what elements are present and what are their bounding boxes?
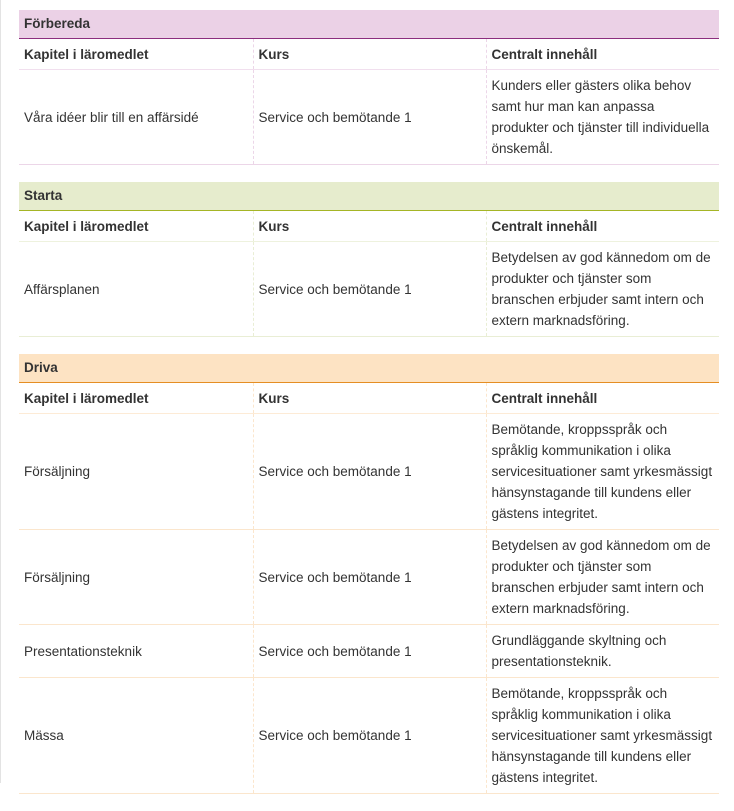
table-row: [19, 625, 719, 678]
course-cell: Service och bemötande 1: [253, 678, 486, 794]
table-header-row: [19, 383, 719, 414]
content-cell: Bemötande, kroppsspråk och språklig kommunikation i olika servicesituationer samt yrkesmässigt hänsynstagande till kundens eller gästens integritet.: [486, 414, 719, 530]
column-header-content: Centralt innehåll: [486, 383, 719, 414]
column-header-content: Centralt innehåll: [486, 211, 719, 242]
course-cell: Service och bemötande 1: [253, 530, 486, 625]
column-header-course: Kurs: [253, 383, 486, 414]
content-cell: Grundläggande skyltning och presentationsteknik.: [486, 625, 719, 678]
section-table: [19, 39, 719, 165]
content-cell: Betydelsen av god kännedom om de produkter och tjänster som branschen erbjuder samt intern och extern marknadsföring.: [486, 530, 719, 625]
section-starta: [19, 182, 719, 337]
section-title: Förbereda: [19, 10, 719, 39]
content-cell: Bemötande, kroppsspråk och språklig kommunikation i olika servicesituationer samt yrkesmässigt hänsynstagande till kundens eller gästens integritet.: [486, 678, 719, 794]
course-cell: Service och bemötande 1: [253, 242, 486, 337]
content-cell: Kunders eller gästers olika behov samt hur man kan anpassa produkter och tjänster till individuella önskemål.: [486, 70, 719, 165]
course-cell: Service och bemötande 1: [253, 70, 486, 165]
section-forbereda: [19, 10, 719, 165]
section-title: Driva: [19, 354, 719, 383]
column-header-course: Kurs: [253, 211, 486, 242]
chapter-cell: Våra idéer blir till en affärsidé: [19, 70, 253, 165]
table-row: [19, 414, 719, 530]
chapter-cell: Presentationsteknik: [19, 625, 253, 678]
column-header-chapter: Kapitel i läromedlet: [19, 39, 253, 70]
chapter-cell: Försäljning: [19, 530, 253, 625]
table-row: [19, 530, 719, 625]
curriculum-tables: [19, 10, 719, 811]
table-header-row: [19, 211, 719, 242]
course-cell: Service och bemötande 1: [253, 625, 486, 678]
chapter-cell: Försäljning: [19, 414, 253, 530]
chapter-cell: Mässa: [19, 678, 253, 794]
table-row: [19, 678, 719, 794]
section-table: [19, 211, 719, 337]
page-left-border: [0, 0, 1, 783]
table-row: [19, 242, 719, 337]
column-header-chapter: Kapitel i läromedlet: [19, 383, 253, 414]
table-row: [19, 70, 719, 165]
table-header-row: [19, 39, 719, 70]
chapter-cell: Affärsplanen: [19, 242, 253, 337]
section-title: Starta: [19, 182, 719, 211]
section-table: [19, 383, 719, 794]
column-header-content: Centralt innehåll: [486, 39, 719, 70]
section-driva: [19, 354, 719, 794]
content-cell: Betydelsen av god kännedom om de produkter och tjänster som branschen erbjuder samt intern och extern marknadsföring.: [486, 242, 719, 337]
column-header-chapter: Kapitel i läromedlet: [19, 211, 253, 242]
course-cell: Service och bemötande 1: [253, 414, 486, 530]
column-header-course: Kurs: [253, 39, 486, 70]
